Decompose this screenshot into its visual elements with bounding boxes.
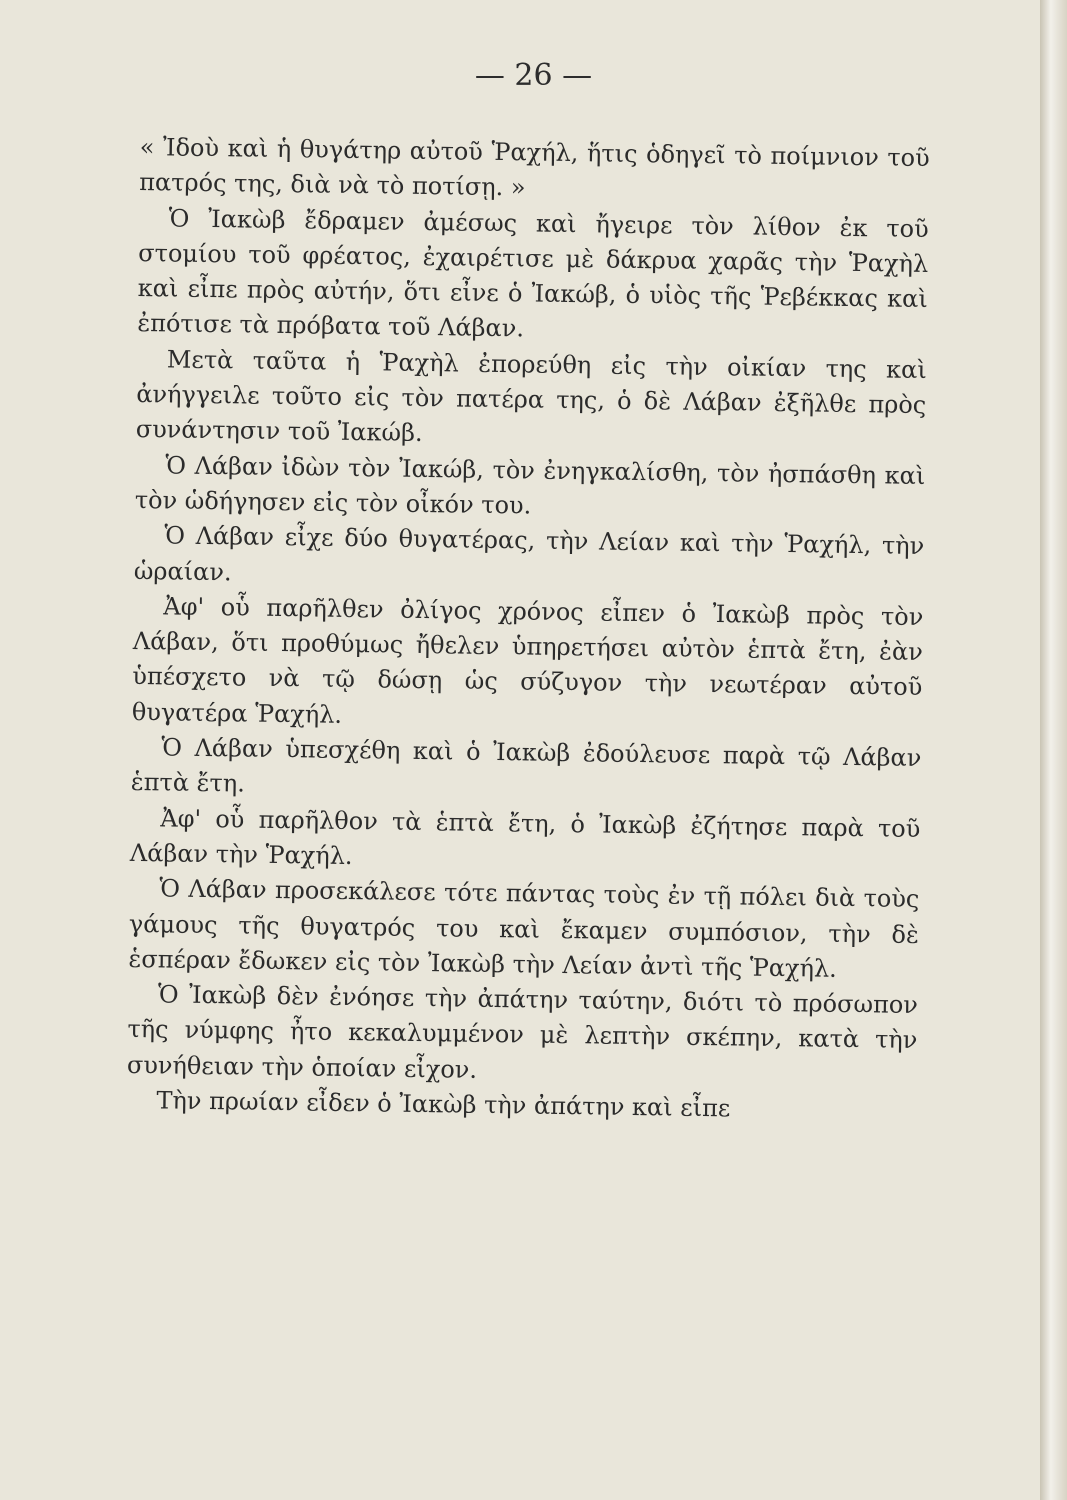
paragraph: Ἀφ' οὗ παρῆλθον τὰ ἑπτὰ ἔτη, ὁ Ἰακὼβ ἐζήτησε παρὰ τοῦ Λάβαν τὴν Ῥαχήλ. [129,803,921,870]
paragraph: Τὴν πρωίαν εἶδεν ὁ Ἰακὼβ τὴν ἀπάτην καὶ εἶπε [156,1086,731,1123]
paragraph: Ὁ Ἰακὼβ ἔδραμεν ἀμέσως καὶ ἤγειρε τὸν λίθον ἐκ τοῦ στομίου τοῦ φρέατος, ἐχαιρέτισε μὲ δάκρυα χαρᾶς τὴν Ῥαχὴλ καὶ εἶπε πρὸς αὐτήν, ὅτι εἶνε ὁ Ἰακώβ, ὁ υἱὸς τῆς Ῥεβέκκας καὶ ἐπότισε τὰ πρόβατα τοῦ Λάβαν. [137,204,929,343]
paragraph: Ὁ Λάβαν εἶχε δύο θυγατέρας, τὴν Λείαν καὶ τὴν Ῥαχήλ, τὴν ὡραίαν. [133,521,925,586]
paragraph: « Ἰδοὺ καὶ ἡ θυγάτηρ αὐτοῦ Ῥαχήλ, ἥτις ὁδηγεῖ τὸ ποίμνιον τοῦ πατρός της, διὰ νὰ τὸ ποτίσῃ. » [139,132,930,202]
page-edge [1040,0,1067,1500]
paragraph: Ἀφ' οὗ παρῆλθεν ὀλίγος χρόνος εἶπεν ὁ Ἰακὼβ πρὸς τὸν Λάβαν, ὅτι προθύμως ἤθελεν ὑπηρετήσει αὐτὸν ἑπτὰ ἔτη, ἐὰν ὑπέσχετο νὰ τῷ δώσῃ ὡς σύζυγον τὴν νεωτέραν αὐτοῦ θυγατέρα Ῥαχήλ. [131,592,924,729]
body-text [126,130,930,1129]
page-number: — 26 — [474,58,593,93]
paragraph: Ὁ Λάβαν προσεκάλεσε τότε πάντας τοὺς ἐν τῇ πόλει διὰ τοὺς γάμους τῆς θυγατρός του καὶ ἔκαμεν συμπόσιον, τὴν δὲ ἑσπέραν ἔδωκεν εἰς τὸν Ἰακὼβ τὴν Λείαν ἀντὶ τῆς Ῥαχήλ. [128,874,920,983]
paragraph: Ὁ Ἰακὼβ δὲν ἐνόησε τὴν ἀπάτην ταύτην, διότι τὸ πρόσωπον τῆς νύμφης ἦτο κεκαλυμμένον μὲ λεπτὴν σκέπην, κατὰ τὴν συνήθειαν τὴν ὁποίαν εἶχον. [126,980,919,1084]
paragraph: Ὁ Λάβαν ὑπεσχέθη καὶ ὁ Ἰακὼβ ἐδούλευσε παρὰ τῷ Λάβαν ἑπτὰ ἔτη. [130,733,922,798]
paragraph: Ὁ Λάβαν ἰδὼν τὸν Ἰακώβ, τὸν ἐνηγκαλίσθη, τὸν ἠσπάσθη καὶ τὸν ὡδήγησεν εἰς τὸν οἶκόν του. [134,451,926,520]
paragraph: Μετὰ ταῦτα ἡ Ῥαχὴλ ἐπορεύθη εἰς τὴν οἰκίαν της καὶ ἀνήγγειλε τοῦτο εἰς τὸν πατέρα της, ὁ δὲ Λάβαν ἐξῆλθε πρὸς συνάντησιν τοῦ Ἰακώβ. [135,345,927,448]
